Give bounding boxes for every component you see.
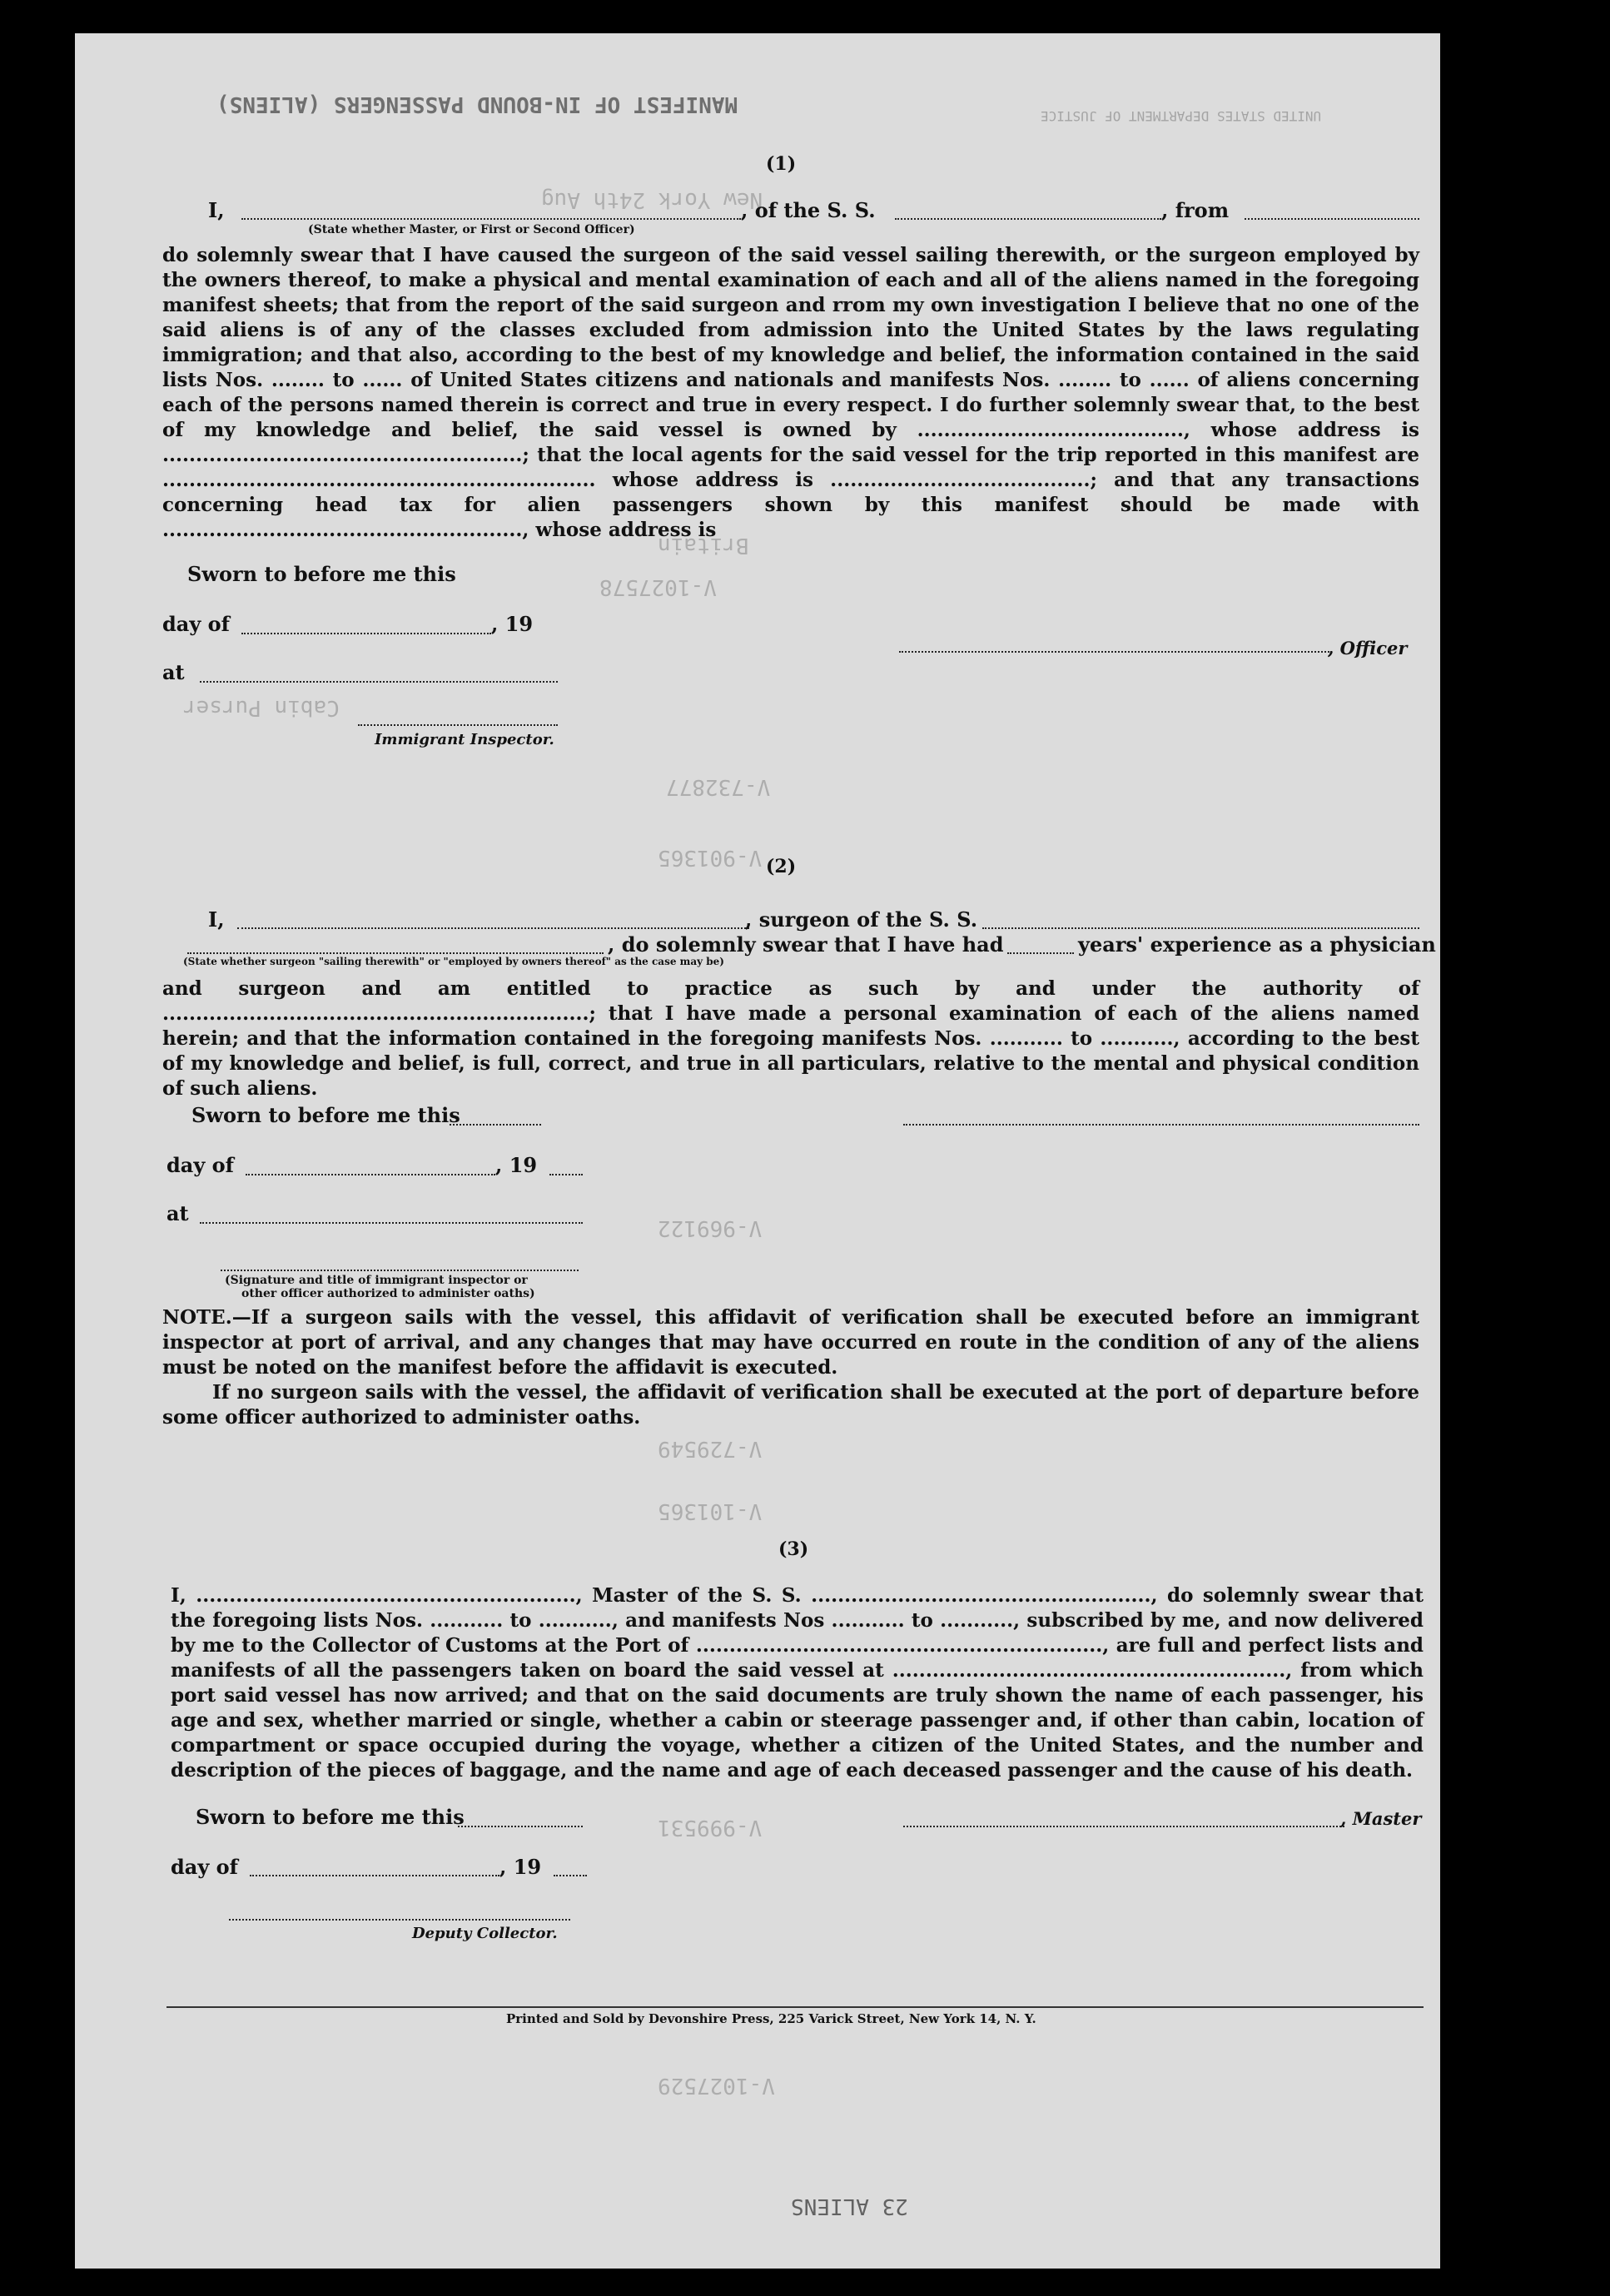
s2-at-field[interactable] bbox=[200, 1222, 583, 1224]
section-1-number: (1) bbox=[766, 153, 797, 175]
bleed-text: V-1027529 bbox=[658, 2073, 775, 2098]
s2-do-swear-label: , do solemnly swear that I have had bbox=[608, 932, 1004, 957]
footer-rule bbox=[166, 2006, 1424, 2008]
binder-hole-icon bbox=[1458, 1973, 1502, 2016]
s2-sworn-label: Sworn to before me this bbox=[191, 1103, 460, 1127]
binder-hole-icon bbox=[1458, 608, 1502, 651]
s3-sworn-field[interactable] bbox=[458, 1826, 583, 1827]
bleed-text: V-969122 bbox=[658, 1215, 763, 1240]
s1-i-label: I, bbox=[208, 198, 225, 222]
bleed-text: Cabin Purser bbox=[183, 695, 340, 720]
s3-day-field[interactable] bbox=[250, 1875, 499, 1876]
s3-year-field[interactable] bbox=[554, 1875, 587, 1876]
s3-deputy-collector-label: Deputy Collector. bbox=[412, 1925, 558, 1942]
s2-sworn-field[interactable] bbox=[450, 1124, 541, 1126]
s1-at-label: at bbox=[162, 660, 185, 684]
bleed-text: V-101365 bbox=[658, 1498, 763, 1523]
binder-hole-icon bbox=[1458, 225, 1502, 268]
bleed-text: V-901365 bbox=[658, 845, 763, 870]
s2-sig-note-2: other officer authorized to administer oaths) bbox=[241, 1287, 535, 1300]
s1-inspector-signature-field[interactable] bbox=[358, 724, 558, 726]
note-paragraph-no-surgeon: If no surgeon sails with the vessel, the affidavit of verification shall be executed at the port of departure before some officer authorized to administer oaths. bbox=[162, 1381, 1419, 1429]
header-title-mirrored: MANIFEST OF IN-BOUND PASSENGERS (ALIENS) bbox=[216, 92, 738, 117]
bottom-alien-count-mirrored: 23 ALIENS bbox=[791, 2194, 908, 2219]
s2-day-field[interactable] bbox=[246, 1174, 495, 1175]
s2-vessel-field[interactable] bbox=[982, 927, 1419, 929]
section-2-number: (2) bbox=[766, 856, 797, 877]
s2-sig-note-1: (Signature and title of immigrant inspector or bbox=[225, 1274, 528, 1287]
s1-day-field[interactable] bbox=[241, 633, 491, 634]
s1-day-of-label: day of bbox=[162, 612, 230, 636]
s2-day-of-label: day of bbox=[166, 1153, 234, 1177]
s1-officer-note: (State whether Master, or First or Second Officer) bbox=[308, 223, 635, 236]
s2-oath-paragraph: and surgeon and am entitled to practice as such by and under the authority of ................................................................; that I have made a personal examination of each of the aliens named herein; and that the information contained in the foregoing manifests Nos. ........... to ..........., according to the best of my knowledge and belief, is full, correct, and true in all particulars, relative to the mental and physical condition of such aliens. bbox=[162, 977, 1419, 1100]
s2-year-label: , 19 bbox=[495, 1153, 538, 1177]
bleed-text: New York 24th Aug bbox=[541, 187, 763, 212]
s3-year-label: , 19 bbox=[499, 1855, 542, 1879]
section-3-number: (3) bbox=[778, 1538, 809, 1560]
s1-officer-name-field[interactable] bbox=[241, 218, 741, 220]
s2-surgeon-name-field[interactable] bbox=[237, 927, 749, 929]
bleed-text: Britain bbox=[658, 533, 749, 558]
s3-deputy-signature-field[interactable] bbox=[229, 1919, 570, 1921]
s1-year-label: , 19 bbox=[491, 612, 534, 636]
s3-sworn-label: Sworn to before me this bbox=[196, 1805, 465, 1829]
binder-hole-icon bbox=[1458, 100, 1502, 143]
s2-i-label: I, bbox=[208, 907, 225, 932]
s1-from-field[interactable] bbox=[1245, 218, 1419, 220]
bleed-text: V-729549 bbox=[658, 1436, 763, 1461]
s2-at-label: at bbox=[166, 1201, 189, 1225]
s2-surgeon-note: (State whether surgeon "sailing therewith" or "employed by owners thereof" as the case may be) bbox=[183, 956, 724, 967]
s2-surgeon-of-label: , surgeon of the S. S. bbox=[745, 907, 978, 932]
binder-hole-icon bbox=[1458, 1607, 1502, 1650]
s1-officer-label: , Officer bbox=[1328, 638, 1408, 658]
s1-vessel-field[interactable] bbox=[895, 218, 1161, 220]
s3-master-label: , Master bbox=[1340, 1808, 1422, 1829]
s3-oath-paragraph: I, ........................................................., Master of the S. S. ..................................................., do solemnly swear that the foregoing lists Nos. ........... to ..........., and manifests Nos ........... to ..........., subscribed by me, and now delivered by me to the Collector of Customs at the Port of ............................................................., are full and perfect lists and manifests of all the passengers taken on board the said vessel at ..........................................................., from which port said vessel has now arrived; and that on the said documents are truly shown the name of each passenger, his age and sex, whether married or single, whether a cabin or steerage passenger and, if other than cabin, location of compartment or space occupied during the voyage, whether a citizen of the United States, and the number and description of the pieces of baggage, and the name and age of each deceased passenger and the cause of his death. bbox=[171, 1584, 1424, 1782]
header-department-mirrored: UNITED STATES DEPARTMENT OF JUSTICE bbox=[1041, 108, 1322, 124]
binder-hole-icon bbox=[1458, 1107, 1502, 1150]
bleed-text: V-732877 bbox=[666, 774, 771, 799]
s2-inspector-signature-field[interactable] bbox=[221, 1270, 579, 1271]
s1-sworn-label: Sworn to before me this bbox=[187, 562, 456, 586]
s2-signature-field[interactable] bbox=[903, 1124, 1419, 1126]
s2-years-field[interactable] bbox=[1007, 952, 1074, 954]
s3-master-signature-field[interactable] bbox=[903, 1826, 1344, 1827]
bleed-text: V-1027578 bbox=[599, 574, 717, 599]
note-paragraph-surgeon-sails: NOTE.—If a surgeon sails with the vessel, this affidavit of verification shall be executed before an immigrant inspector at port of arrival, and any changes that may have occurred en route in the condition of any of the aliens must be noted on the manifest before the affidavit is executed. bbox=[162, 1306, 1419, 1379]
s1-oath-paragraph: do solemnly swear that I have caused the surgeon of the said vessel sailing therewith, or the surgeon employed by the owners thereof, to make a physical and mental examination of each and all of the aliens named in the foregoing manifest sheets; that from the report of the said surgeon and rrom my own investigation I believe that no one of the said aliens is of any of the classes excluded from admission into the United States by the laws regulating immigration; and that also, according to the best of my knowledge and belief, the information contained in the said lists Nos. ........ to ...... of United States citizens and nationals and manifests Nos. ........ to ...... of aliens concerning each of the persons named therein is correct and true in every respect. I do further solemnly swear that, to the best of my knowledge and belief, the said vessel is owned by ........................................, whose address is ......................................................; that the local agents for the said vessel for the trip reported in this manifest are ................................................................. whose address is .......................................; and that any transactions concerning head tax for alien passengers shown by this manifest should be made with ......................................................, whose address is bbox=[162, 244, 1419, 541]
s1-officer-signature-field[interactable] bbox=[899, 651, 1332, 653]
binder-hole-icon bbox=[1458, 1482, 1502, 1525]
s2-surgeon-type-field[interactable] bbox=[187, 952, 604, 954]
binder-hole-icon bbox=[1458, 733, 1502, 776]
s1-of-ss-label: , of the S. S. bbox=[741, 198, 876, 222]
s1-from-label: , from bbox=[1161, 198, 1230, 222]
s3-day-of-label: day of bbox=[171, 1855, 238, 1879]
s2-year-field[interactable] bbox=[549, 1174, 583, 1175]
bleed-text: V-999531 bbox=[658, 1815, 763, 1840]
printer-credit: Printed and Sold by Devonshire Press, 225 Varick Street, New York 14, N. Y. bbox=[506, 2011, 1036, 2026]
s1-immigrant-inspector-label: Immigrant Inspector. bbox=[375, 731, 554, 748]
s1-at-field[interactable] bbox=[200, 681, 558, 683]
s2-years-label: years' experience as a physician bbox=[1078, 932, 1436, 957]
